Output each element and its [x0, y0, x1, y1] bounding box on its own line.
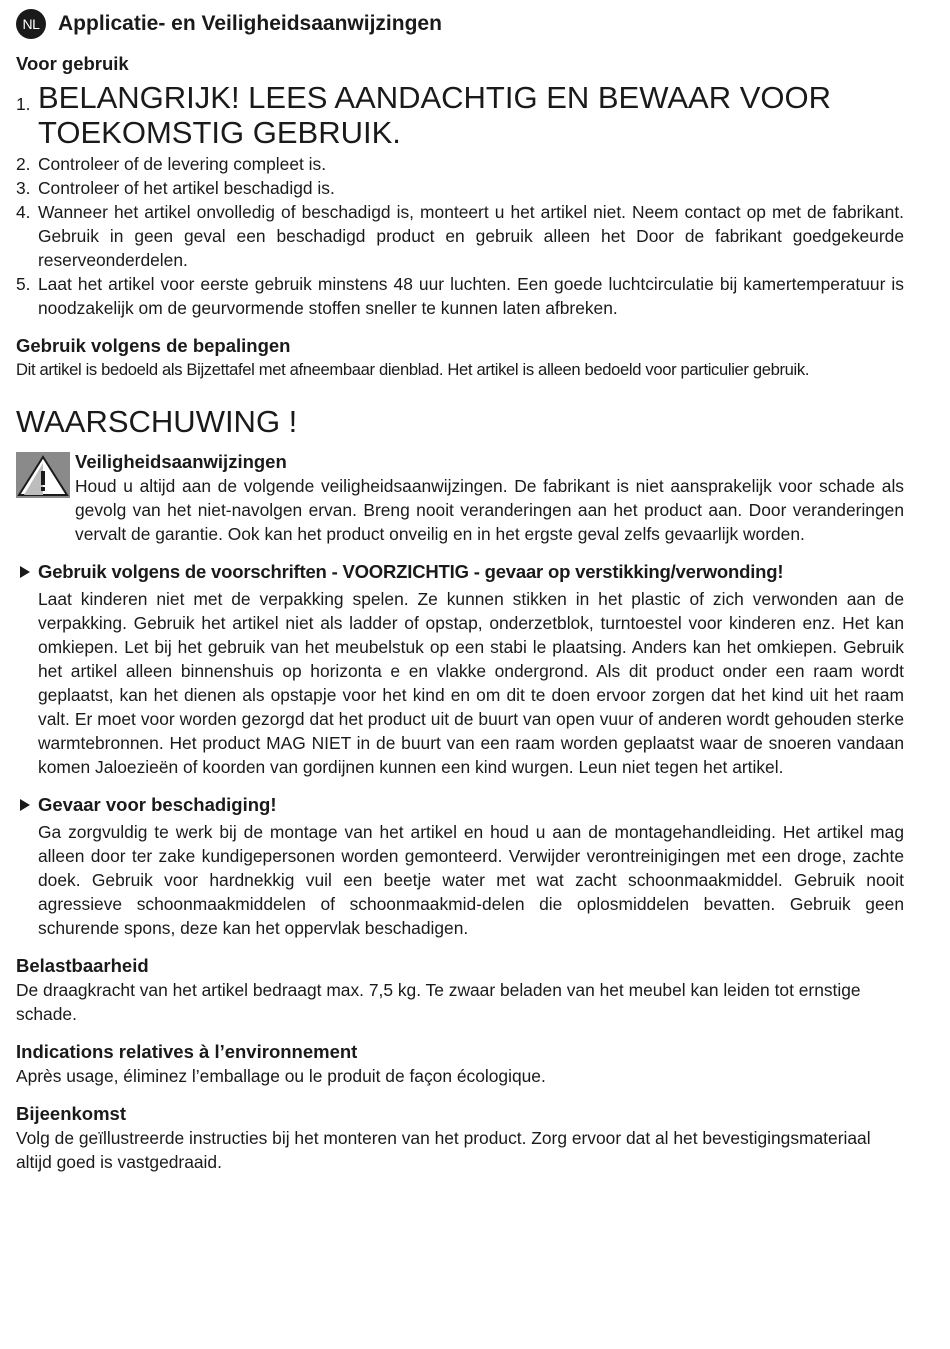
veiligheid-text: Houd u altijd aan de volgende veiligheidsaanwijzingen. De fabrikant is niet aansprakelijk voor schade als gevolg van het niet-navolgen ervan. Breng nooit veranderingen aan het product aan. Door veranderingen vervalt de garantie. Ook kan het product onveilig en in het ergste geval zelfs gevaarlijk worden. [75, 476, 904, 544]
list-item-text: Wanneer het artikel onvolledig of beschadigd is, monteert u het artikel niet. Neem contact op met de fabrikant. Gebruik in geen geval een beschadigd product en gebruik alleen het Door de fabrikant goedgekeurde reserveonderdelen. [38, 202, 904, 270]
voorschriften-heading: Gebruik volgens de voorschriften - VOORZICHTIG - gevaar op verstikking/verwonding! [38, 561, 784, 582]
list-item-text: Laat het artikel voor eerste gebruik minstens 48 uur luchten. Een goede luchtcirculatie bij kamertemperatuur is noodzakelijk om de geurvormende stoffen sneller te kunnen laten afbreken. [38, 274, 904, 318]
environnement-text: Après usage, éliminez l’emballage ou le produit de façon écologique. [16, 1066, 546, 1086]
list-item-number: 1. [16, 94, 31, 114]
list-item-number: 3. [16, 178, 31, 198]
list-item [16, 176, 904, 200]
veiligheid-heading: Veiligheidsaanwijzingen [75, 451, 287, 472]
environnement-heading: Indications relatives à l’environnement [16, 1041, 358, 1062]
list-item [16, 272, 904, 320]
list-item [16, 200, 904, 272]
belastbaarheid-text: De draagkracht van het artikel bedraagt max. 7,5 kg. Te zwaar beladen van het meubel kan leiden tot ernstige schade. [16, 980, 861, 1024]
section-voor-gebruik [16, 52, 904, 320]
list-item [16, 80, 904, 150]
section-beschadiging [16, 793, 904, 940]
section-environnement [16, 1040, 904, 1088]
bijeenkomst-text: Volg de geïllustreerde instructies bij het monteren van het product. Zorg ervoor dat al het bevestigingsmateriaal altijd goed is vastgedraaid. [16, 1128, 871, 1172]
belastbaarheid-heading: Belastbaarheid [16, 955, 149, 976]
bullet-triangle-icon [20, 799, 30, 811]
section-bijeenkomst [16, 1102, 904, 1174]
warning-triangle-icon [16, 452, 70, 498]
voor-gebruik-heading: Voor gebruik [16, 53, 129, 74]
beschadiging-heading: Gevaar voor beschadiging! [38, 794, 277, 815]
list-item-text: BELANGRIJK! LEES AANDACHTIG EN BEWAAR VOOR TOEKOMSTIG GEBRUIK. [38, 80, 831, 150]
beschadiging-text: Ga zorgvuldig te werk bij de montage van het artikel en houd u aan de montagehandleiding. Het artikel mag alleen door ter zake kundigepersonen worden gemonteerd. Verwijder verontreinigingen met een droge, zachte doek. Gebruik voor hardnekkig vuil een beetje water met wat zacht schoonmaakmiddel. Gebruik nooit agressieve schoonmaakmiddelen of schoonmaakmid-delen die oplosmiddelen bevatten. Gebruik geen schurende spons, deze kan het oppervlak beschadigen. [38, 822, 904, 938]
section-belastbaarheid [16, 954, 904, 1026]
document-title: Applicatie- en Veiligheidsaanwijzingen [58, 12, 442, 35]
section-voorschriften [16, 560, 904, 779]
section-gebruik-bepalingen [16, 334, 904, 382]
voorschriften-text: Laat kinderen niet met de verpakking spelen. Ze kunnen stikken in het plastic of zich verwonden aan de verpakking. Gebruik het artikel niet als ladder of opstap, onderzetblok, turntoestel voor kinderen enz. Het kan omkiepen. Let bij het gebruik van het meubelstuk op een stabi le plaatsing. Anders kan het omkiepen. Gebruik het artikel alleen binnenshuis op horizonta e en vlakke ondergrond. Als dit product onder een raam wordt geplaatst, kan het dienen als opstapje voor het kind en om dit te doen ervoor zorgen dat het kind uit het raam valt. Er moet voor worden gezorgd dat het product uit de buurt van open vuur of anderen wordt gehouden sterke warmtebronnen. Het product MAG NIET in de buurt van een raam worden geplaatst waar de snoeren vandaan komen Jaloezieën of koorden van gordijnen kunnen een kind wurgen. Leun niet tegen het artikel. [38, 589, 904, 777]
section-veiligheidsaanwijzingen [16, 450, 904, 546]
gebruik-bepalingen-text: Dit artikel is bedoeld als Bijzettafel met afneembaar dienblad. Het artikel is alleen bedoeld voor particulier gebruik. [16, 360, 810, 379]
warning-title: WAARSCHUWING ! [16, 404, 298, 439]
list-item [16, 152, 904, 176]
voor-gebruik-list [16, 80, 904, 320]
document-page [16, 8, 904, 1174]
list-item-number: 5. [16, 274, 31, 294]
language-badge: NL [16, 9, 46, 39]
list-item-text: Controleer of de levering compleet is. [38, 154, 327, 174]
list-item-number: 2. [16, 154, 31, 174]
list-item-text: Controleer of het artikel beschadigd is. [38, 178, 335, 198]
gebruik-bepalingen-heading: Gebruik volgens de bepalingen [16, 335, 291, 356]
bullet-triangle-icon [20, 566, 30, 578]
bijeenkomst-heading: Bijeenkomst [16, 1103, 127, 1124]
list-item-number: 4. [16, 202, 31, 222]
document-header [16, 8, 904, 40]
